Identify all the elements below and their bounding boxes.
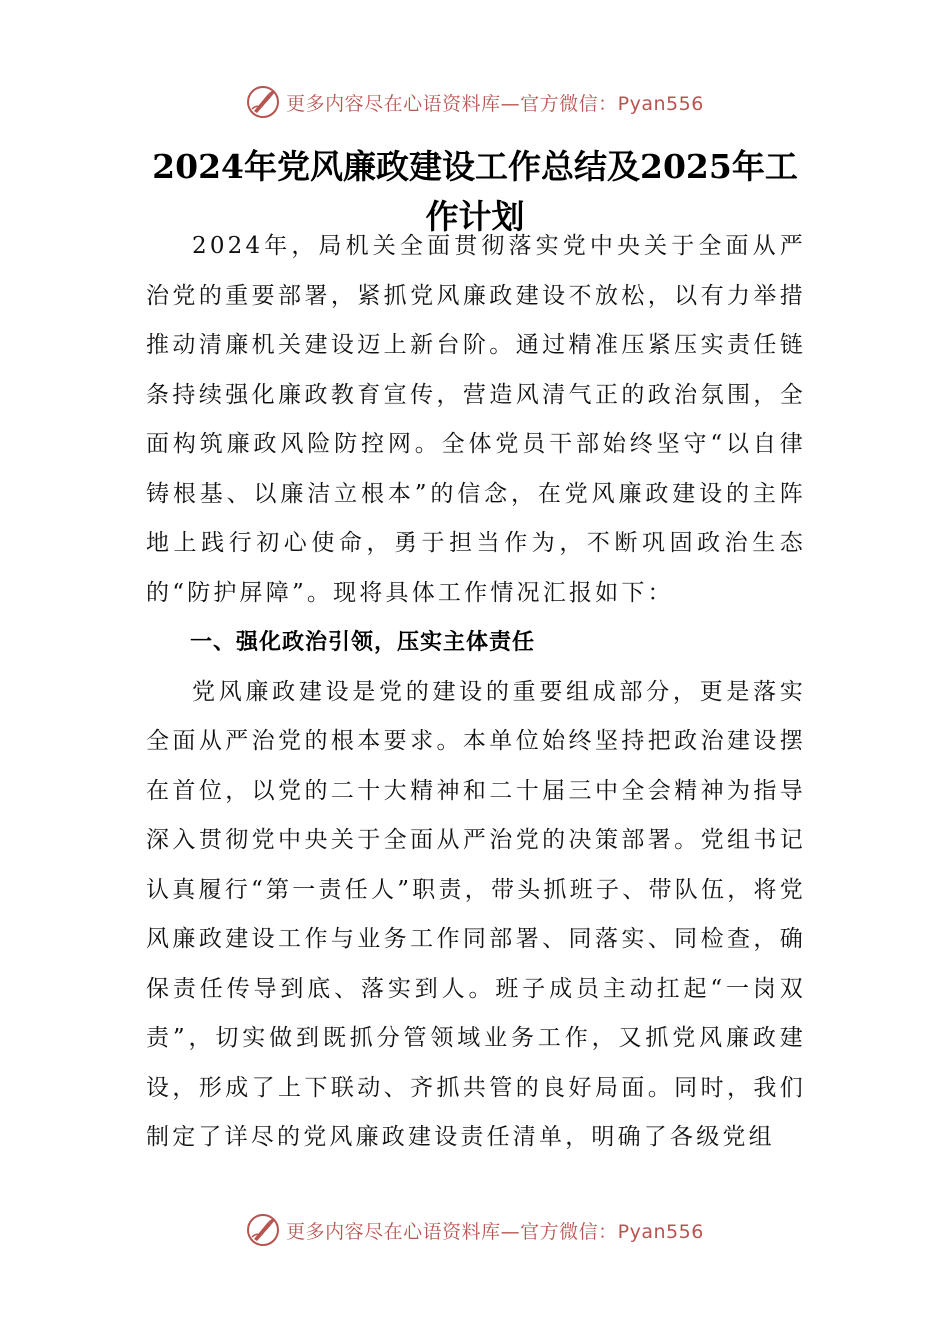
quill-logo-icon xyxy=(246,85,280,119)
footer-watermark xyxy=(0,1210,950,1250)
document-body xyxy=(146,222,806,1163)
header-watermark xyxy=(0,82,950,122)
watermark-text: 更多内容尽在心语资料库—官方微信：Pyan556 xyxy=(286,1220,704,1243)
quill-logo-icon xyxy=(246,1213,280,1247)
watermark-text: 更多内容尽在心语资料库—官方微信：Pyan556 xyxy=(286,92,704,115)
document-title: 2024年党风廉政建设工作总结及2025年工作计划 xyxy=(152,147,798,236)
section-1-heading: 一、强化政治引领，压实主体责任 xyxy=(190,630,536,655)
intro-paragraph: 2024年，局机关全面贯彻落实党中央关于全面从严治党的重要部署，紧抓党风廉政建设不放松，以有力举措推动清廉机关建设迈上新台阶。通过精准压紧压实责任链条持续强化廉政教育宣传，营造风清气正的政治氛围，全面构筑廉政风险防控网。全体党员干部始终坚守“以自律铸根基、以廉洁立根本”的信念，在党风廉政建设的主阵地上践行初心使命，勇于担当作为，不断巩固政治生态的“防护屏障”。现将具体工作情况汇报如下： xyxy=(146,233,806,606)
section-1-paragraph: 党风廉政建设是党的建设的重要组成部分，更是落实全面从严治党的根本要求。本单位始终坚持把政治建设摆在首位，以党的二十大精神和二十届三中全会精神为指导深入贯彻党中央关于全面从严治党的决策部署。党组书记认真履行“第一责任人”职责，带头抓班子、带队伍，将党风廉政建设工作与业务工作同部署、同落实、同检查，确保责任传导到底、落实到人。班子成员主动扛起“一岗双责”，切实做到既抓分管领域业务工作，又抓党风廉政建设，形成了上下联动、齐抓共管的良好局面。同时，我们制定了详尽的党风廉政建设责任清单，明确了各级党组 xyxy=(146,678,806,1150)
